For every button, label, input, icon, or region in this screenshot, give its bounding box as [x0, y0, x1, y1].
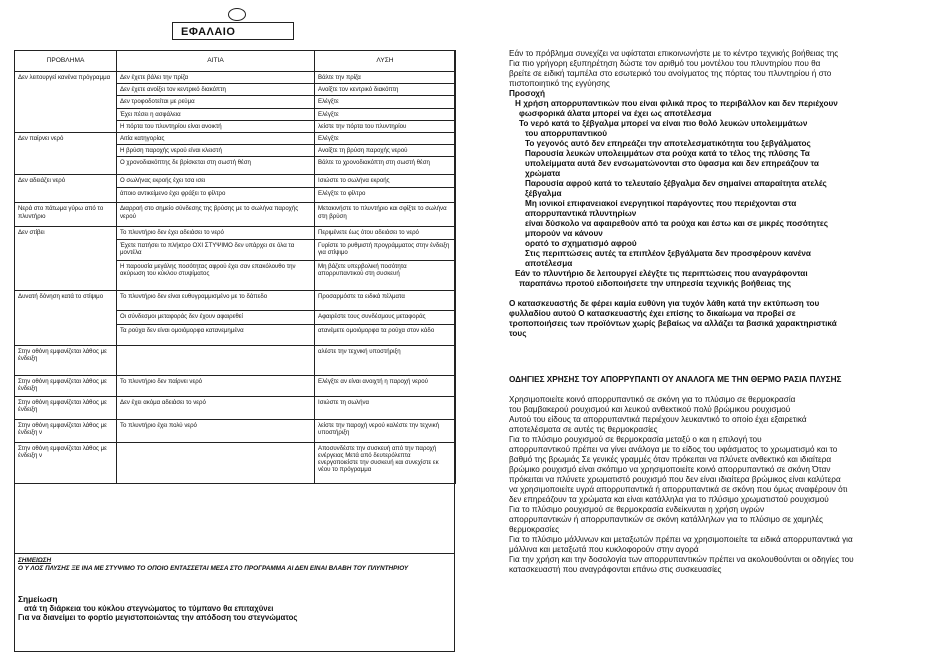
cause-cell: Το πλυντήριο δεν έχει αδειάσει το νερό [117, 227, 315, 239]
solution-cell: Ανοίξτε τον κεντρικό διακόπτη [315, 84, 456, 96]
solution-cell: λείστε την πόρτα του πλυντηρίου [315, 120, 456, 132]
text-line: ορατό το σχηματισμό αφρού [525, 239, 637, 248]
text-line: είναι δύσκολο να αφαιρεθούν από τα ρούχα και έστω και σε μικρές ποσότητες [525, 219, 828, 228]
text-line: Η χρήση απορρυπαντικών που είναι φιλικά προς το περιβάλλον και δεν περιέχουν [515, 99, 838, 108]
disclaimer-section [509, 299, 941, 339]
solution-cell: Ανοίξτε τη βρύση παροχής νερού [315, 145, 456, 157]
cause-cell: Δεν τροφοδοτείται με ρεύμα [117, 96, 315, 108]
problem-cell: Δυνατή δόνηση κατά το στίψιμο [15, 290, 117, 345]
text-line: φωσφορικά άλατα μπορεί να έχει ως αποτέλεσμα [519, 109, 712, 118]
problem-cell: Δεν στίβει [15, 227, 117, 290]
solution-cell: λείστε την παροχή νερού καλέστε την τεχνική υποστήριξη [315, 419, 456, 442]
text-line: τους [509, 329, 527, 338]
text-line: φυλλαδίου αυτού Ο κατασκευαστής έχει επίσης το δικαίωμα να προβεί σε [509, 309, 796, 318]
text-line: Για το πλύσιμο ρουχισμού σε θερμοκρασία ενδείκνυται η χρήση υγρών [509, 505, 765, 514]
text-line: Εάν το πλυντήριο δε λειτουργεί ελέγξτε τις περιπτώσεις που αναγράφονται [515, 269, 808, 278]
caution-title: Προσοχή [509, 89, 545, 98]
solution-cell: Ελέγξτε αν είναι ανοιχτή η παροχή νερού [315, 375, 456, 396]
text-line: υπολείμματα αυτά δεν ενσωματώνονται στο ύφασμα και δεν επηρεάζουν τα [525, 159, 819, 168]
right-column [509, 49, 941, 575]
text-line: πιστοποιητικό της εγγύησης [509, 79, 610, 88]
page-number-oval [228, 8, 246, 21]
detergent-guide [509, 375, 941, 575]
text-line: δεν επηρεάζουν τα χρώματα και είναι κατάλληλα για το πλύσιμο χρωματιστού ρουχισμού [509, 495, 829, 504]
text-line: χρώματα [525, 169, 561, 178]
note-label: ΣΗΜΕΙΩΣΗ [18, 557, 52, 564]
cause-cell: Δεν έχει ακόμα αδειάσει το νερό [117, 396, 315, 419]
solution-cell: Αφαιρέστε τους συνδέσμους μεταφοράς [315, 310, 456, 324]
text-line: Αυτού του είδους τα απορρυπαντικά περιέχουν λευκαντικό το οποίο έχει εξαιρετικά [509, 415, 807, 424]
cause-cell: Το πλυντήριο δεν παίρνει νερό [117, 375, 315, 396]
header-cause: ΑΙΤΙΑ [117, 51, 315, 72]
cause-cell: Το πλυντήριο δεν είναι ευθυγραμμισμένο με το δάπεδο [117, 290, 315, 310]
problem-cell: Στην οθόνη εμφανίζεται λάθος με ένδειξη ν [15, 419, 117, 442]
text-line: να χρησιμοποιείτε υγρά απορρυπαντικά ή απορρυπαντικά σε σκόνη που όμως αναφέρουν ότι [509, 485, 848, 494]
text-line: του βαμβακερού ρουχισμού και λευκού ανθεκτικού πολύ βρώμικου ρουχισμού [509, 405, 791, 414]
text-line: κατασκευαστή που αναγράφονται επάνω στις συσκευασίες [509, 565, 722, 574]
footnote-line: Για να διανείμει το φορτίο μεγιστοποιώντας την απόδοση του στεγνώματος [18, 613, 298, 622]
text-line: Για την χρήση και την δοσολογία των απορρυπαντικών πρέπει να ακολουθούνται οι οδηγίες του [509, 555, 854, 564]
text-line: Παρουσία λευκών υπολειμμάτων στα ρούχα κατά το τέλος της πλύσης Τα [525, 149, 810, 158]
section-title: ΕΦΑΛΑΙΟ [172, 22, 294, 40]
text-line: Το γεγονός αυτό δεν επηρεάζει την αποτελεσματικότητα του ξεβγάλματος [525, 139, 811, 148]
cause-cell: Έχετε πατήσει το πλήκτρο ΟΧΙ ΣΤΥΨΙΜΟ δεν υπάρχει σε όλα τα μοντέλα [117, 239, 315, 260]
text-line: Για πιο γρήγορη εξυπηρέτηση δώστε τον αριθμό του μοντέλου του πλυντηρίου που θα [509, 59, 821, 68]
text-line: βαθμό της βρωμιάς Σε γενικές γραμμές όταν πρόκειται να πλύνετε ανθεκτικό και ιδιαίτερα [509, 455, 832, 464]
footnote-line: ατά τη διάρκεια του κύκλου στεγνώματος το τύμπανο θα επιταχύνει [24, 604, 274, 613]
text-line: τροποποιήσεις των προϊόντων χωρίς βεβαίως να αλλάζει τα βασικά χαρακτηριστικά [509, 319, 837, 328]
solution-cell: Ισιώστε το σωλήνα εκροής [315, 175, 456, 188]
text-line: Για το πλύσιμο ρουχισμού σε θερμοκρασία μεταξύ ο και η επιλογή του [509, 435, 762, 444]
text-line: απορρυπαντικών ή απορρυπαντικών σε σκόνη κατάλληλων για το πλύσιμο σε χαμηλές [509, 515, 823, 524]
text-line: παραπάνω προτού ειδοποιήσετε την υπηρεσία τεχνικής βοήθειας της [519, 279, 791, 288]
note-text: Ο Υ ΛΟΣ ΠΛΥΣΗΣ ΞΕ ΙΝΑ ΜΕ ΣΤΥΨΙΜΟ ΤΟ ΟΠΟΙΟ ΕΝΤΑΣΣΕΤΑΙ ΜΕΣΑ ΣΤΟ ΠΡΟΓΡΑΜΜΑ ΑΙ ΔΕΝ ΕΙΝΑΙ ΒΛΑΒΗ ΤΟΥ ΠΛΥΝΤΗΡΙΟΥ [18, 564, 409, 572]
text-line: Χρησιμοποιείτε κοινό απορρυπαντικό σε σκόνη για το πλύσιμο σε θερμοκρασία [509, 395, 796, 404]
text-line: Για το πλύσιμο μάλλινων και μεταξωτών πρέπει να χρησιμοποιείτε τα ειδικά απορρυπαντικά για [509, 535, 853, 544]
cause-cell: Η παρουσία μεγάλης ποσότητας αφρού έχει σαν επακόλουθο την ακύρωση του κύκλου στυψίματος [117, 260, 315, 290]
text-line: Μη ιονικοί επιφανειακοί ενεργητικοί παράγοντες που περιέχονται στα [525, 199, 797, 208]
solution-cell: Ισιώστε τη σωλήνα [315, 396, 456, 419]
solution-cell: Ελέγξτε [315, 96, 456, 108]
text-line: αποτελέσματα σε αυτές τις θερμοκρασίες [509, 425, 658, 434]
text-line: μπορούν να κάνουν [525, 229, 603, 238]
cause-cell: Η βρύση παροχής νερού είναι κλειστή [117, 145, 315, 157]
support-paragraph [509, 49, 941, 89]
text-line: απορρυπαντικά πλυντηρίων [525, 209, 637, 218]
problem-cell: Νερά στο πάτωμα γύρω από το πλυντήριο [15, 203, 117, 227]
problem-cell: Στην οθόνη εμφανίζεται λάθος με ένδειξη [15, 375, 117, 396]
cause-cell: Οι σύνδεσμοι μεταφοράς δεν έχουν αφαιρεθεί [117, 310, 315, 324]
solution-cell: Περιμένετε έως ότου αδειάσει το νερό [315, 227, 456, 239]
guide-title: ΟΔΗΓΙΕΣ ΧΡΗΣΗΣ ΤΟΥ ΑΠΟΡΡΥΠΑΝΤΙ ΟΥ ΑΝΑΛΟΓΑ ΜΕ ΤΗΝ ΘΕΡΜΟ ΡΑΣΙΑ ΠΛΥΣΗΣ [509, 375, 842, 384]
text-line: ξέβγαλμα [525, 189, 562, 198]
cause-cell: Τα ρούχα δεν είναι ομοιόμορφα κατανεμημένα [117, 324, 315, 345]
solution-cell: Μετακινήστε το πλυντήριο και σφίξτε το σωλήνα στη βρύση [315, 203, 456, 227]
cause-cell: Αιτία κατηγορίας [117, 133, 315, 145]
cause-cell: Δεν έχετε ανοίξει τον κεντρικό διακόπτη [117, 84, 315, 96]
solution-cell: Βάλτε την πρίζα [315, 72, 456, 84]
cause-cell: Η πόρτα του πλυντηρίου είναι ανοικτή [117, 120, 315, 132]
problem-cell: Στην οθόνη εμφανίζεται λάθος με ένδειξη [15, 345, 117, 375]
problem-cell: Δεν παίρνει νερό [15, 133, 117, 175]
text-line: Ο κατασκευαστής δε φέρει καμία ευθύνη για τυχόν λάθη κατά την εκτύπωση του [509, 299, 820, 308]
text-line: Παρουσία αφρού κατά το τελευταίο ξέβγαλμα δεν σημαίνει απαραίτητα ατελές [525, 179, 827, 188]
solution-cell: Αποσυνδέστε την συσκευή από την παροχή ενέργειας Μετά από δευτερόλεπτα ενεργοποιείστε την συσκευή και συνεχίστε εκ νέου το πρόγραμμα [315, 442, 456, 483]
footnote-title: Σημείωση [18, 594, 58, 604]
cause-cell: Ο σωλήνας εκροής έχει τσα ισει [117, 175, 315, 188]
cause-cell: Ο χρονοδιακόπτης δε βρίσκεται στη σωστή θέση [117, 157, 315, 175]
text-line: πρόκειται να πλύνετε χρωματιστό ρουχισμό που δεν είναι ιδιαίτερα βρώμικος είναι καλύτερα [509, 475, 841, 484]
cause-cell: Το πλυντήριο έχει πολύ νερό [117, 419, 315, 442]
text-line: Το νερό κατά το ξέβγαλμα μπορεί να είναι πιο θολό λευκών υπολειμμάτων [519, 119, 808, 128]
note-divider [14, 553, 455, 554]
solution-cell: Ελέγξτε [315, 133, 456, 145]
problem-cell: Δεν λειτουργεί κανένα πρόγραμμα [15, 72, 117, 133]
text-line: απορρυπαντικού πρέπει να γίνει ανάλογα με το είδος του υφάσματος το χρωματισμό και το [509, 445, 838, 454]
cause-cell: άποιο αντικείμενο έχει φράξει το φίλτρο [117, 188, 315, 203]
solution-cell: Μη βάζετε υπερβολική ποσότητα απορρυπαντικού στη συσκευή [315, 260, 456, 290]
problem-cell: Στην οθόνη εμφανίζεται λάθος με ένδειξη ν [15, 442, 117, 483]
header-problem: ΠΡΟΒΛΗΜΑ [15, 51, 117, 72]
cause-cell: Διαρροή στο σημείο σύνδεσης της βρύσης με το σωλήνα παροχής νερού [117, 203, 315, 227]
footnote-block [18, 595, 450, 622]
text-line: θερμοκρασίες [509, 525, 560, 534]
text-line: αποτέλεσμα [525, 259, 573, 268]
problem-cell: Στην οθόνη εμφανίζεται λάθος με ένδειξη [15, 396, 117, 419]
solution-cell: αλέστε την τεχνική υποστήριξη [315, 345, 456, 375]
solution-cell: ατανέμετε ομοιόμορφα τα ρούχα στον κάδο [315, 324, 456, 345]
solution-cell: Προσαρμόστε τα ειδικά πέλματα [315, 290, 456, 310]
header-solution: ΛΥΣΗ [315, 51, 456, 72]
note-block [18, 557, 450, 572]
solution-cell: Γυρίστε το ρυθμιστή προγράμματος στην ένδειξη για στίψιμο [315, 239, 456, 260]
caution-section [509, 89, 941, 289]
cause-cell: Δεν έχετε βάλει την πρίζα [117, 72, 315, 84]
text-line: βρώμικο ρουχισμό είναι σκόπιμο να χρησιμοποιείτε κοινό απορρυπαντικό σε σκόνη Όταν [509, 465, 831, 474]
text-line: Στις περιπτώσεις αυτές τα επιπλέον ξεβγάλματα δεν προσφέρουν κανένα [525, 249, 811, 258]
problem-cell: Δεν αδειάζει νερό [15, 175, 117, 203]
text-line: βρείτε σε ειδική ταμπέλα στο εσωτερικό του ανοίγματος της πόρτας του πλυντηρίου ή στο [509, 69, 832, 78]
cause-cell: Έχει πέσει η ασφάλεια [117, 108, 315, 120]
solution-cell: Βάλτε το χρονοδιακόπτη στη σωστή θέση [315, 157, 456, 175]
solution-cell: Ελέγξτε [315, 108, 456, 120]
text-line: Εάν το πρόβλημα συνεχίζει να υφίσταται επικοινωνήστε με το κέντρο τεχνικής βοήθειας της [509, 49, 839, 58]
solution-cell: Ελέγξτε το φίλτρο [315, 188, 456, 203]
text-line: μάλλινα και μεταξωτά που κυκλοφορούν στην αγορά [509, 545, 699, 554]
text-line: του απορρυπαντικού [525, 129, 608, 138]
